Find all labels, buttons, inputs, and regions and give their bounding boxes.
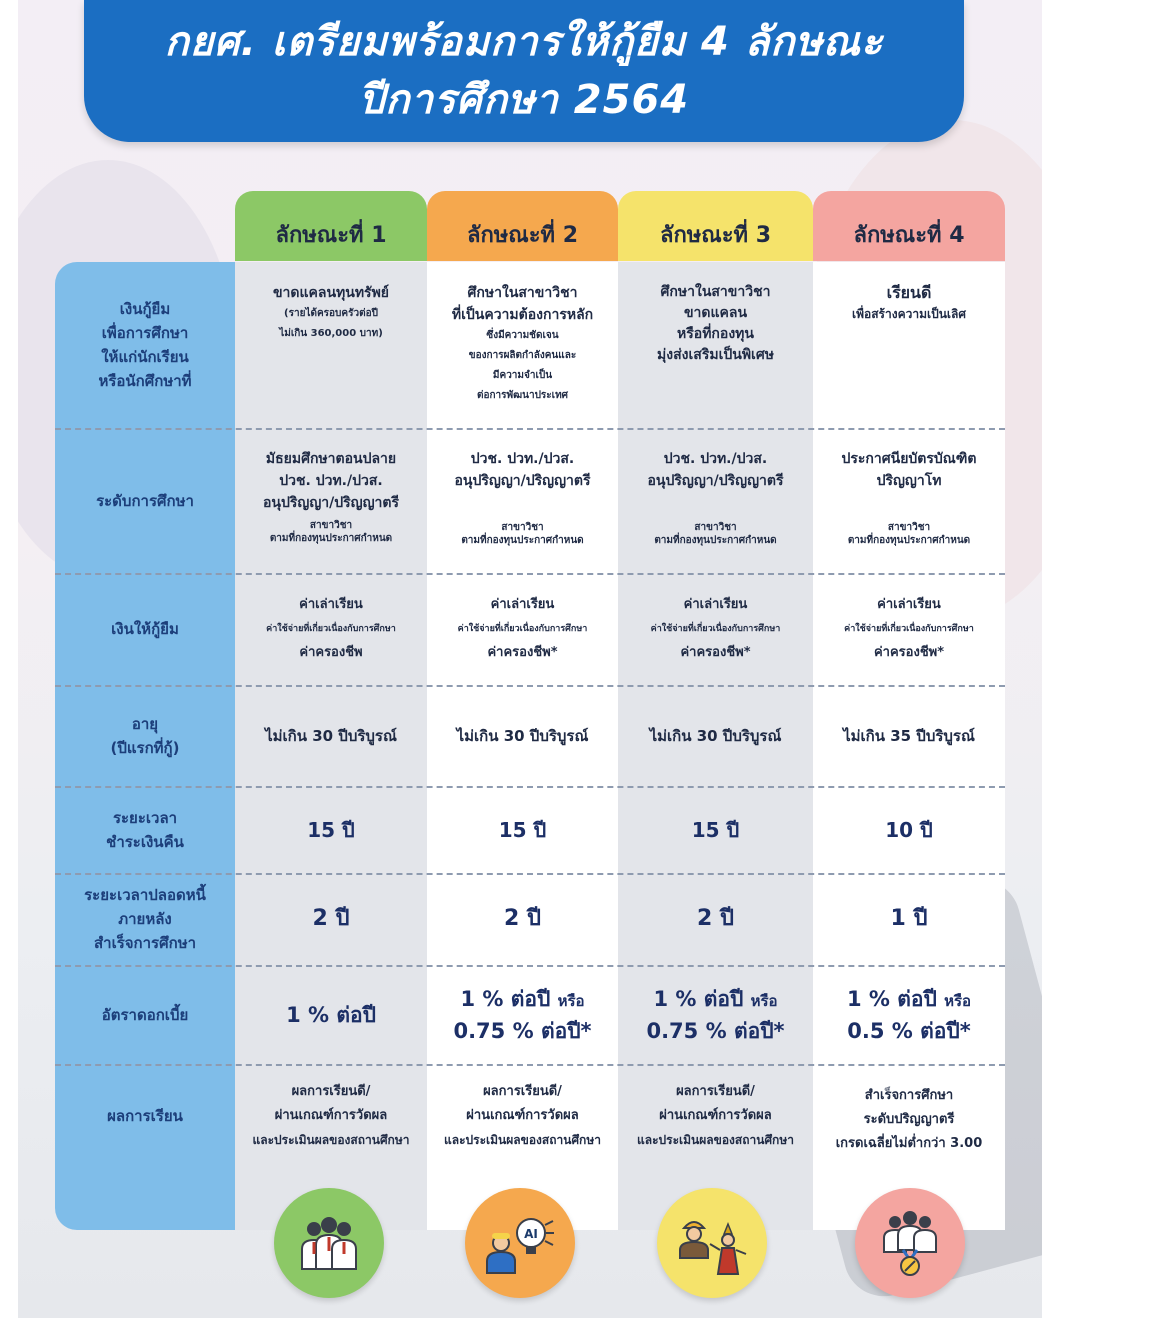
rate-line bbox=[460, 984, 584, 1016]
cell-education-4 bbox=[813, 448, 1005, 563]
cell-subtext: สาขาวิชา bbox=[694, 522, 737, 533]
row-label-eligibility bbox=[55, 262, 235, 428]
cell-text: ค่าเล่าเรียน bbox=[490, 597, 555, 612]
rate-or: หรือ bbox=[557, 991, 585, 1010]
cell-education-1 bbox=[235, 448, 427, 563]
cell-interest-3 bbox=[618, 965, 813, 1064]
cell-repayment-1 bbox=[235, 786, 427, 873]
cell-text: และประเมินผลของสถานศึกษา bbox=[637, 1133, 794, 1147]
cell-text: 10 ปี bbox=[885, 817, 933, 842]
cell-loan-amount-3 bbox=[618, 573, 813, 685]
cell-text: ผลการเรียนดี/ bbox=[483, 1084, 562, 1099]
cell-text: ขาดแคลน bbox=[683, 305, 748, 321]
cell-subtext: เพื่อสร้างความเป็นเลิศ bbox=[852, 307, 966, 321]
label-line: เงินกู้ยืม bbox=[119, 300, 171, 318]
cell-text: 1 ปี bbox=[890, 906, 928, 931]
cell-subtext: ของการผลิตกำลังคนและ bbox=[468, 350, 577, 361]
row-label-academic-results bbox=[55, 1064, 235, 1168]
students-group-icon-graphic bbox=[294, 1213, 364, 1273]
cell-age-2 bbox=[427, 685, 618, 786]
cell-subtext: ต่อการพัฒนาประเทศ bbox=[476, 390, 569, 401]
cell-subtext: ไม่เกิน 360,000 บาท) bbox=[279, 328, 383, 339]
worker-dancer-icon-graphic bbox=[674, 1210, 750, 1276]
label-line: เพื่อการศึกษา bbox=[101, 324, 189, 342]
cell-subtext: ตามที่กองทุนประกาศกำหนด bbox=[269, 533, 393, 544]
cell-text: ผลการเรียนดี/ bbox=[291, 1084, 371, 1099]
cell-grace-3 bbox=[618, 873, 813, 965]
cell-text: ไม่เกิน 30 ปีบริบูรณ์ bbox=[265, 726, 397, 745]
cell-loan-amount-1 bbox=[235, 573, 427, 685]
cell-age-3 bbox=[618, 685, 813, 786]
ai-engineer-icon bbox=[465, 1188, 575, 1298]
column-header-4: ลักษณะที่ 4 bbox=[813, 191, 1005, 261]
label-line: เงินให้กู้ยืม bbox=[111, 620, 179, 638]
cell-subtext: ตามที่กองทุนประกาศกำหนด bbox=[654, 535, 777, 546]
cell-age-1 bbox=[235, 685, 427, 786]
cell-text: อนุปริญญา/ปริญญาตรี bbox=[647, 473, 784, 489]
cell-subtext: สาขาวิชา bbox=[501, 522, 544, 533]
cell-text: ค่าเล่าเรียน bbox=[299, 597, 363, 612]
label-line: ชำระเงินคืน bbox=[106, 832, 184, 851]
cell-loan-amount-4 bbox=[813, 573, 1005, 685]
title-line-1: กยศ. เตรียมพร้อมการให้กู้ยืม 4 ลักษณะ bbox=[164, 19, 884, 65]
cell-text: 15 ปี bbox=[307, 817, 355, 842]
cell-subtext: สาขาวิชา bbox=[309, 520, 353, 531]
label-line: สำเร็จการศึกษา bbox=[93, 934, 197, 952]
cell-results-3 bbox=[618, 1080, 813, 1164]
column-header-1: ลักษณะที่ 1 bbox=[235, 191, 427, 261]
label-line: (ปีแรกที่กู้) bbox=[110, 738, 180, 757]
cell-text: อนุปริญญา/ปริญญาตรี bbox=[263, 495, 399, 511]
cell-repayment-4 bbox=[813, 786, 1005, 873]
cell-text: หรือที่กองทุน bbox=[677, 326, 754, 342]
row-label-education-level bbox=[55, 428, 235, 573]
cell-text: ปวช. ปวท./ปวส. bbox=[470, 451, 575, 467]
cell-text: ศึกษาในสาขาวิชา bbox=[467, 285, 578, 301]
row-label-loan-amount bbox=[55, 573, 235, 685]
cell-text: ค่าเล่าเรียน bbox=[683, 597, 748, 612]
cell-education-2 bbox=[427, 448, 618, 563]
cell-eligibility-2 bbox=[427, 282, 618, 422]
cell-results-1 bbox=[235, 1080, 427, 1164]
label-line: ระยะเวลาปลอดหนี้ bbox=[84, 886, 206, 904]
cell-subtext: ค่าใช้จ่ายที่เกี่ยวเนื่องกับการศึกษา bbox=[650, 624, 781, 634]
cell-text: ระดับปริญญาตรี bbox=[863, 1112, 955, 1127]
cell-subtext: สาขาวิชา bbox=[887, 522, 931, 533]
cell-interest-1 bbox=[235, 965, 427, 1064]
label-line: อัตราดอกเบี้ย bbox=[101, 1005, 189, 1024]
cell-subtext: ตามที่กองทุนประกาศกำหนด bbox=[461, 535, 584, 546]
cell-text: ไม่เกิน 35 ปีบริบูรณ์ bbox=[843, 726, 975, 745]
column-header-3: ลักษณะที่ 3 bbox=[618, 191, 813, 261]
cell-text: สำเร็จการศึกษา bbox=[864, 1088, 954, 1103]
cell-text: 15 ปี bbox=[691, 817, 740, 842]
label-line: ผลการเรียน bbox=[107, 1107, 183, 1125]
cell-subtext: มีความจำเป็น bbox=[492, 370, 553, 381]
cell-subtext: ซึ่งมีความชัดเจน bbox=[486, 330, 559, 341]
cell-results-4 bbox=[813, 1084, 1005, 1168]
rate-line bbox=[653, 984, 777, 1016]
cell-text: ค่าครองชีพ* bbox=[487, 645, 558, 660]
cell-text: ไม่เกิน 30 ปีบริบูรณ์ bbox=[649, 726, 782, 745]
label-line: ระยะเวลา bbox=[112, 808, 178, 827]
cell-text: ที่เป็นความต้องการหลัก bbox=[451, 307, 594, 323]
cell-text: ผลการเรียนดี/ bbox=[676, 1084, 755, 1099]
cell-subtext: ค่าใช้จ่ายที่เกี่ยวเนื่องกับการศึกษา bbox=[457, 624, 588, 634]
cell-text: ขาดแคลนทุนทรัพย์ bbox=[272, 285, 390, 301]
row-label-interest-rate bbox=[55, 965, 235, 1064]
cell-text: 2 ปี bbox=[312, 906, 350, 931]
row-label-grace-period bbox=[55, 873, 235, 965]
medal-graduates-icon-graphic bbox=[875, 1208, 945, 1278]
cell-results-2 bbox=[427, 1080, 618, 1164]
cell-text: 2 ปี bbox=[697, 906, 734, 931]
cell-text: ประกาศนียบัตรบัณฑิต bbox=[841, 451, 977, 467]
label-line: หรือนักศึกษาที่ bbox=[98, 372, 192, 390]
cell-subtext: ค่าใช้จ่ายที่เกี่ยวเนื่องกับการศึกษา bbox=[844, 624, 974, 634]
cell-text: ศึกษาในสาขาวิชา bbox=[660, 284, 771, 300]
cell-interest-4 bbox=[813, 965, 1005, 1064]
rate-value: 0.5 % ต่อปี* bbox=[847, 1018, 971, 1043]
title-banner bbox=[84, 0, 964, 142]
cell-text: ปริญญาโท bbox=[876, 473, 942, 489]
rate-or: หรือ bbox=[944, 991, 972, 1010]
cell-text: 2 ปี bbox=[504, 906, 541, 931]
title-line-2: ปีการศึกษา 2564 bbox=[358, 77, 690, 123]
cell-text: ค่าครองชีพ bbox=[299, 645, 363, 660]
cell-text: 15 ปี bbox=[498, 817, 547, 842]
label-line: ให้แก่นักเรียน bbox=[101, 348, 189, 366]
worker-dancer-icon bbox=[657, 1188, 767, 1298]
rate-value: 1 % ต่อปี bbox=[460, 986, 551, 1011]
cell-text: เกรดเฉลี่ยไม่ต่ำกว่า 3.00 bbox=[835, 1136, 983, 1151]
cell-eligibility-1 bbox=[235, 282, 427, 382]
rate-value: 0.75 % ต่อปี* bbox=[646, 1018, 785, 1043]
cell-subtext: ค่าใช้จ่ายที่เกี่ยวเนื่องกับการศึกษา bbox=[266, 624, 396, 634]
svg-text:AI: AI bbox=[524, 1227, 538, 1241]
cell-grace-2 bbox=[427, 873, 618, 965]
label-line: ภายหลัง bbox=[118, 910, 172, 928]
rate-value: 0.75 % ต่อปี* bbox=[453, 1018, 592, 1043]
column-header-2: ลักษณะที่ 2 bbox=[427, 191, 618, 261]
cell-text: ค่าเล่าเรียน bbox=[877, 597, 941, 612]
cell-text: และประเมินผลของสถานศึกษา bbox=[444, 1133, 601, 1147]
cell-text: เรียนดี bbox=[886, 283, 932, 302]
cell-text: อนุปริญญา/ปริญญาตรี bbox=[454, 473, 591, 489]
cell-text: ผ่านเกณฑ์การวัดผล bbox=[659, 1108, 772, 1123]
cell-text: ค่าครองชีพ* bbox=[680, 645, 751, 660]
cell-education-3 bbox=[618, 448, 813, 563]
cell-subtext: ตามที่กองทุนประกาศกำหนด bbox=[847, 535, 971, 546]
cell-repayment-2 bbox=[427, 786, 618, 873]
row-label-age bbox=[55, 685, 235, 786]
medal-graduates-icon bbox=[855, 1188, 965, 1298]
cell-text: ผ่านเกณฑ์การวัดผล bbox=[274, 1108, 388, 1123]
cell-eligibility-4 bbox=[813, 282, 1005, 342]
cell-eligibility-3 bbox=[618, 282, 813, 382]
cell-age-4 bbox=[813, 685, 1005, 786]
cell-text: มัธยมศึกษาตอนปลาย bbox=[265, 451, 397, 467]
rate-line bbox=[847, 984, 971, 1016]
rate-or: หรือ bbox=[750, 991, 778, 1010]
rate-value: 1 % ต่อปี bbox=[286, 1002, 376, 1027]
cell-interest-2 bbox=[427, 965, 618, 1064]
rate-value: 1 % ต่อปี bbox=[653, 986, 744, 1011]
rate-line bbox=[286, 1000, 376, 1030]
cell-grace-1 bbox=[235, 873, 427, 965]
cell-text: มุ่งส่งเสริมเป็นพิเศษ bbox=[657, 347, 774, 363]
cell-text: ผ่านเกณฑ์การวัดผล bbox=[466, 1108, 579, 1123]
cell-subtext: (รายได้ครอบครัวต่อปี bbox=[284, 308, 378, 319]
rate-value: 1 % ต่อปี bbox=[846, 986, 937, 1011]
students-group-icon bbox=[274, 1188, 384, 1298]
cell-text: ไม่เกิน 30 ปีบริบูรณ์ bbox=[456, 726, 589, 745]
ai-engineer-icon-graphic bbox=[483, 1211, 557, 1275]
row-label-repayment-period bbox=[55, 786, 235, 873]
cell-text: ค่าครองชีพ* bbox=[873, 645, 945, 660]
cell-loan-amount-2 bbox=[427, 573, 618, 685]
cell-text: ปวช. ปวท./ปวส. bbox=[279, 473, 383, 489]
label-line: อายุ bbox=[131, 714, 159, 733]
cell-grace-4 bbox=[813, 873, 1005, 965]
cell-text: ปวช. ปวท./ปวส. bbox=[663, 451, 768, 467]
cell-repayment-3 bbox=[618, 786, 813, 873]
label-line: ระดับการศึกษา bbox=[96, 491, 194, 510]
cell-text: และประเมินผลของสถานศึกษา bbox=[252, 1133, 410, 1147]
